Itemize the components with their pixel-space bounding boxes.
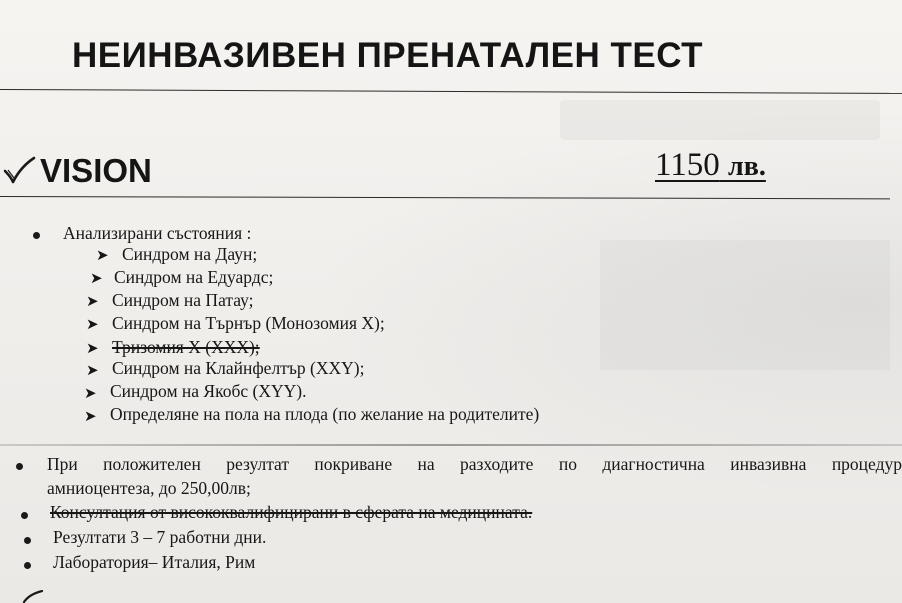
arrow-icon: ➤ xyxy=(86,361,99,379)
bullet-icon xyxy=(24,562,31,569)
checkmark-icon xyxy=(22,590,52,603)
product-name: VISION xyxy=(40,152,152,189)
coverage-note-line2: амниоцентеза, до 250,00лв; xyxy=(47,478,251,498)
condition-item: Синдром на Даун; xyxy=(122,244,258,264)
arrow-icon: ➤ xyxy=(84,384,97,402)
price-unit: лв. xyxy=(728,151,766,182)
bleed-through-shadow xyxy=(600,240,890,370)
page-title: НЕИНВАЗИВЕН ПРЕНАТАЛЕН ТЕСТ xyxy=(72,36,704,75)
arrow-icon: ➤ xyxy=(90,269,103,287)
title-divider xyxy=(0,89,902,94)
bullet-icon xyxy=(16,463,23,470)
condition-item: Определяне на пола на плода (по желание на родителите) xyxy=(110,404,540,424)
bullet-icon xyxy=(24,537,31,544)
laboratory-note: Лаборатория– Италия, Рим xyxy=(53,552,256,572)
arrow-icon: ➤ xyxy=(96,246,109,264)
condition-item: Синдром на Едуардс; xyxy=(114,267,274,287)
arrow-icon: ➤ xyxy=(86,339,99,357)
condition-item: Синдром на Патау; xyxy=(112,290,254,310)
bullet-icon xyxy=(21,512,28,519)
arrow-icon: ➤ xyxy=(86,292,99,310)
product-heading xyxy=(2,148,242,198)
bleed-through-shadow xyxy=(560,100,880,140)
condition-item: Синдром на Търнър (Монозомия Х); xyxy=(112,313,385,333)
checkmark-icon xyxy=(2,156,36,186)
product-price xyxy=(655,147,766,184)
analyzed-heading: Анализирани състояния : xyxy=(63,223,252,243)
results-note: Резултати 3 – 7 работни дни. xyxy=(53,527,267,547)
arrow-icon: ➤ xyxy=(86,315,99,333)
coverage-note-line1: При положителен резултат покриване на разходите по диагностична инвазивна процедур xyxy=(47,454,902,474)
condition-item: Синдром на Якобс (ХYY). xyxy=(110,381,307,401)
condition-item: Тризомия Х (ХХХ); xyxy=(112,337,260,357)
condition-item: Синдром на Клайнфелтър (ХХY); xyxy=(112,358,365,378)
bullet-icon xyxy=(33,232,40,239)
price-amount: 1150 xyxy=(655,147,720,183)
consultation-note: Консултация от висококвалифицирани в сферата на медицината. xyxy=(50,502,533,522)
paper-fold xyxy=(0,444,902,446)
arrow-icon: ➤ xyxy=(84,407,97,425)
